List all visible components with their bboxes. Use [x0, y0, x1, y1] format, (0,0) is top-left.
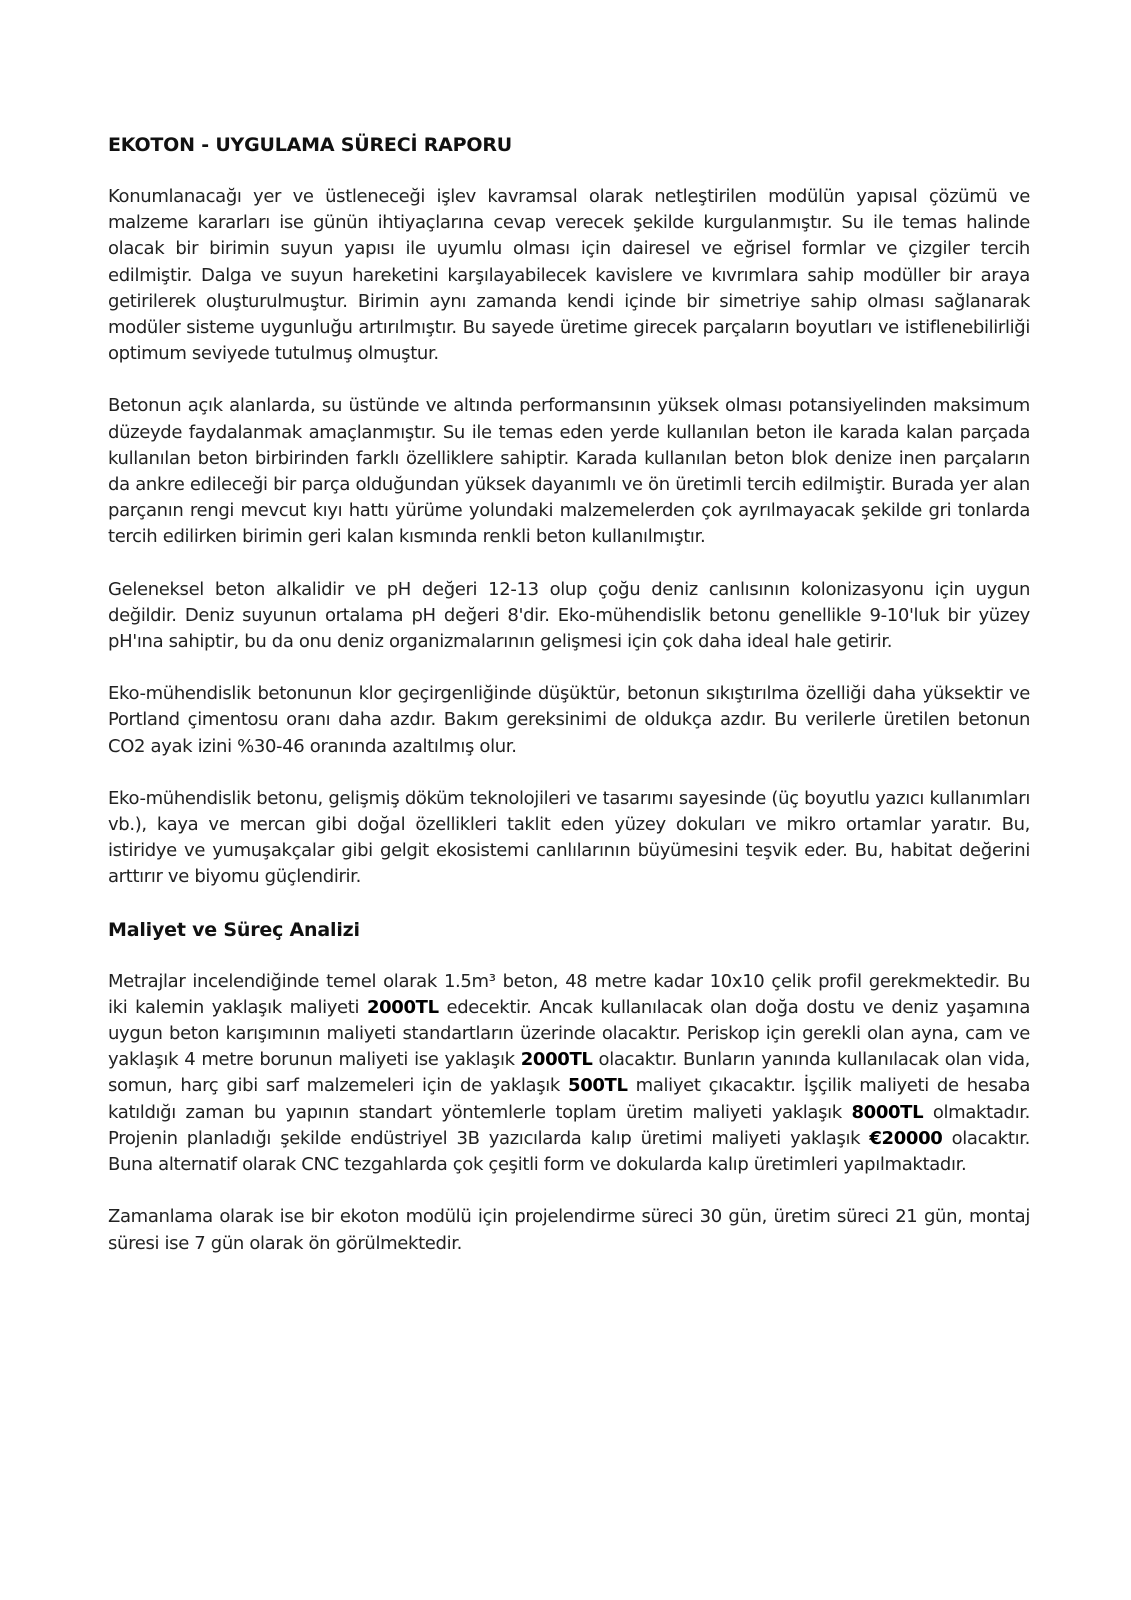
document-page — [108, 132, 1030, 1283]
paragraph-module-design: Konumlanacağı yer ve üstleneceği işlev kavramsal olarak netleştirilen modülün yapısal çözümü ve malzeme kararları ise günün ihtiyaçlarına cevap verecek şekilde kurgulanmıştır. Su ile temas halinde olacak bir birimin suyun yapısı ile uyumlu olması için dairesel ve eğrisel formlar ve çizgiler tercih edilmiştir. Dalga ve suyun hareketini karşılayabilecek kavislere ve kıvrımlara sahip modüller bir araya getirilerek oluşturulmuştur. Birimin aynı zamanda kendi içinde bir simetriye sahip olması sağlanarak modüler sisteme uygunluğu artırılmıştır. Bu sayede üretime girecek parçaların boyutları ve istiflenebilirliği optimum seviyede tutulmuş olmuştur. — [108, 186, 1030, 365]
cost-value-consumables: 500TL — [568, 1075, 628, 1097]
cost-text: olmaktadır. Projenin planladığı şekilde endüstriyel 3B yazıcılarda kalıp üretimi maliyeti yaklaşık — [108, 1101, 1030, 1149]
paragraph-timeline: Zamanlama olarak ise bir ekoton modülü için projelendirme süreci 30 gün, üretim süreci 21 gün, montaj süresi ise 7 gün olarak ön görülmektedir. — [108, 1206, 1030, 1254]
paragraph-ph-values: Geleneksel beton alkalidir ve pH değeri 12-13 olup çoğu deniz canlısının kolonizasyonu için uygun değildir. Deniz suyunun ortalama pH değeri 8'dir. Eko-mühendislik betonu genellikle 9-10'luk bir yüzey pH'ına sahiptir, bu da onu deniz organizmalarının gelişmesi için çok daha ideal hale getirir. — [108, 578, 1030, 653]
cost-text: maliyet çıkacaktır. İşçilik maliyeti de hesaba katıldığı zaman bu yapının standart yöntemlerle toplam üretim maliyeti yaklaşık — [108, 1075, 1030, 1123]
paragraph-eco-concrete-habitat: Eko-mühendislik betonu, gelişmiş döküm teknolojileri ve tasarımı sayesinde (üç boyutlu yazıcı kullanımları vb.), kaya ve mercan gibi doğal özellikleri taklit eden yüzey dokuları ve mikro ortamlar yaratır. Bu, istiridye ve yumuşakçalar gibi gelgit ekosistemi canlılarının büyümesini teşvik eder. Bu, habitat değerini arttırır ve biyomu güçlendirir. — [108, 787, 1030, 888]
section-title-cost-analysis: Maliyet ve Süreç Analizi — [108, 918, 360, 941]
paragraph-cost-analysis — [108, 969, 1030, 1179]
document-title: EKOTON - UYGULAMA SÜRECİ RAPORU — [108, 134, 512, 156]
cost-text: olacaktır. Bunların yanında kullanılacak olan vida, somun, harç gibi sarf malzemeleri için de yaklaşık — [108, 1049, 1030, 1097]
cost-text: edecektir. Ancak kullanılacak olan doğa dostu ve deniz yaşamına uygun beton karışımının maliyeti standartların üzerinde olacaktır. Periskop için gerekli olan ayna, cam ve yaklaşık 4 metre borunun maliyeti ise yaklaşık — [108, 996, 1030, 1071]
paragraph-eco-concrete-properties: Eko-mühendislik betonunun klor geçirgenliğinde düşüktür, betonun sıkıştırılma özelliği daha yüksektir ve Portland çimentosu oranı daha azdır. Bakım gereksinimi de oldukça azdır. Bu verilerle üretilen betonun CO2 ayak izini %30-46 oranında azaltılmış olur. — [108, 683, 1030, 757]
paragraph-concrete-use: Betonun açık alanlarda, su üstünde ve altında performansının yüksek olması potansiyelinden maksimum düzeyde faydalanmak amaçlanmıştır. Su ile temas eden yerde kullanılan beton ile karada kalan parçada kullanılan beton birbirinden farklı özelliklere sahiptir. Karada kullanılan beton blok denize inen parçaların da ankre edileceği bir parça olduğundan yüksek dayanımlı ve ön üretimli tercih edilmiştir. Burada yer alan parçanın rengi mevcut kıyı hattı yürüme yolundaki malzemelerden çok ayrılmayacak şekilde gri tonlarda tercih edilirken birimin geri kalan kısmında renkli beton kullanılmıştır. — [108, 395, 1030, 548]
cost-text: olacaktır. Buna alternatif olarak CNC tezgahlarda çok çeşitli form ve dokularda kalıp üretimleri yapılmaktadır. — [108, 1127, 1030, 1176]
cost-text: Metrajlar incelendiğinde temel olarak 1.5m³ beton, 48 metre kadar 10x10 çelik profil gerekmektedir. Bu iki kalemin yaklaşık maliyeti — [108, 970, 1030, 1018]
cost-value-3d-mold: €20000 — [869, 1127, 943, 1149]
cost-value-periscope: 2000TL — [520, 1049, 593, 1071]
cost-value-total: 8000TL — [851, 1101, 924, 1123]
cost-value-concrete-steel: 2000TL — [366, 996, 439, 1018]
